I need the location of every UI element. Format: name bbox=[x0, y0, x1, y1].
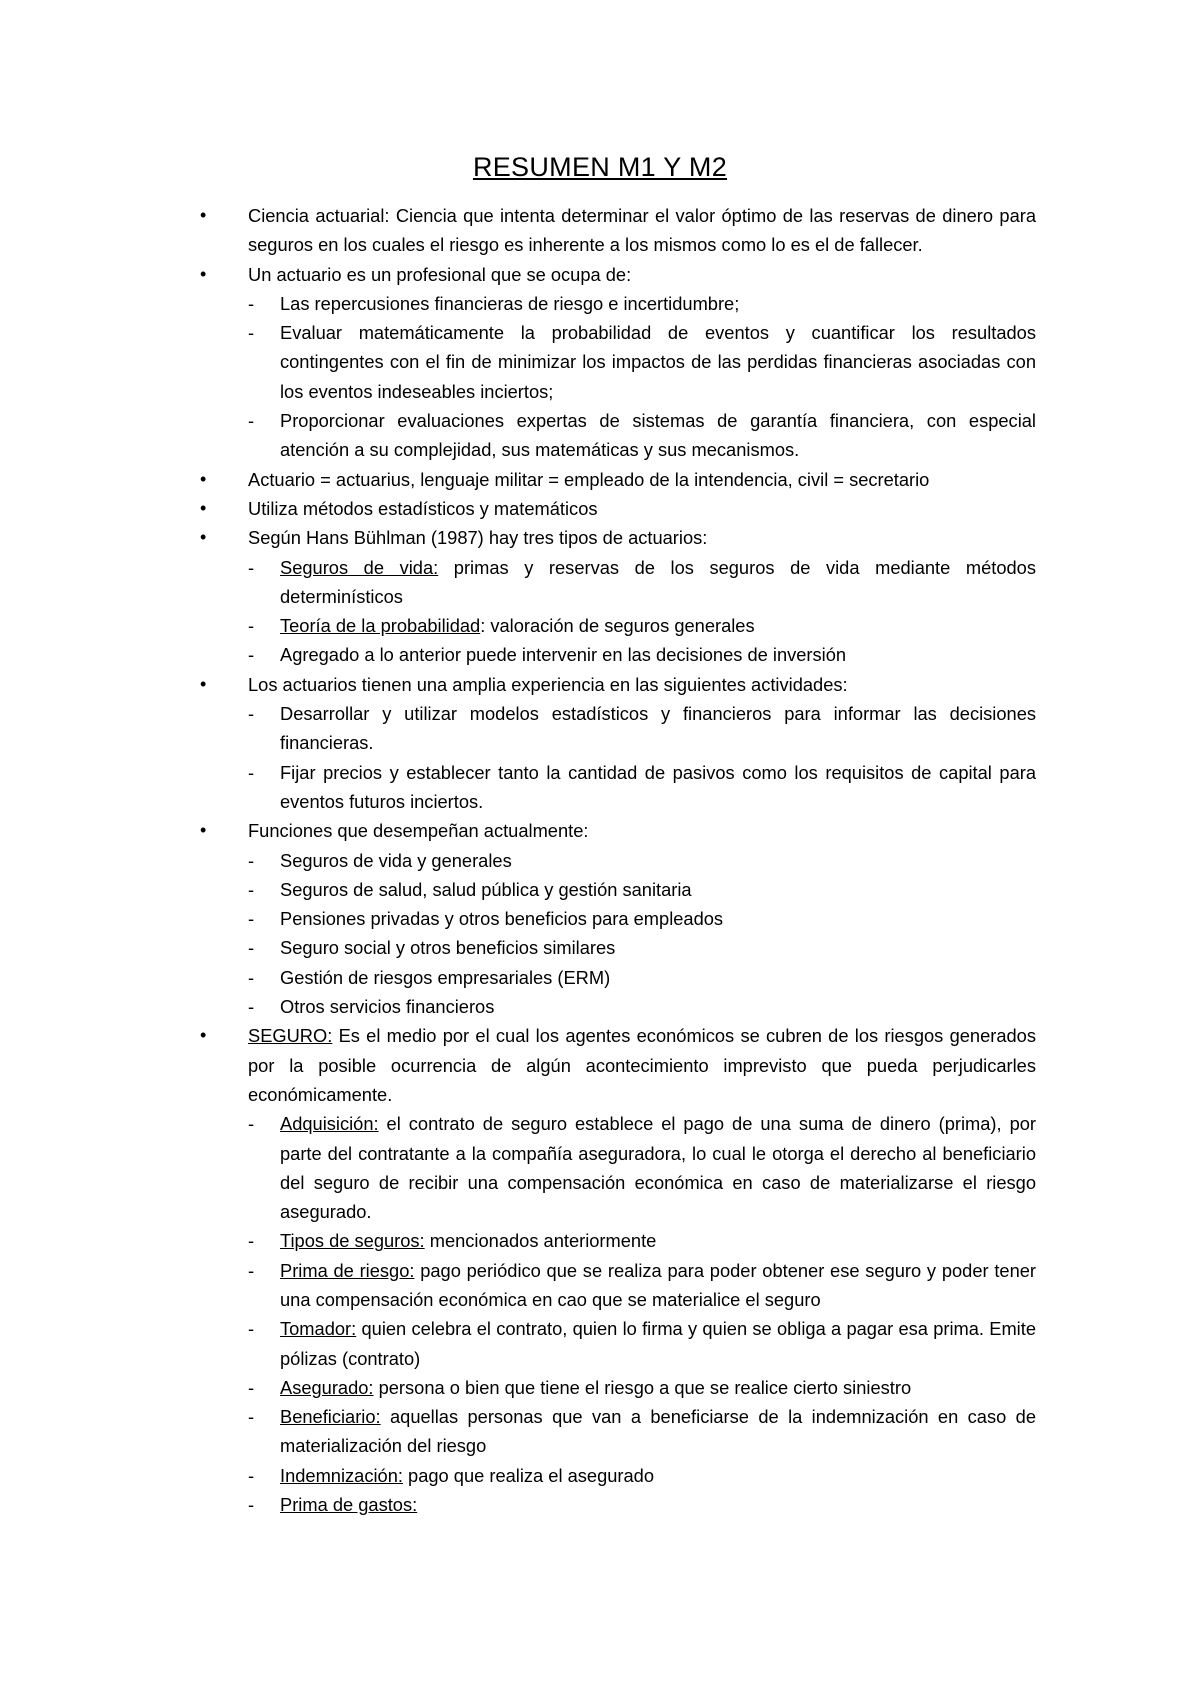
item-text: Seguro social y otros beneficios similares bbox=[280, 937, 616, 959]
item-text: mencionados anteriormente bbox=[424, 1230, 657, 1252]
item-text: Desarrollar y utilizar modelos estadísticos y financieros para informar las decisiones financieras. bbox=[280, 703, 1036, 754]
item-text: pago que realiza el asegurado bbox=[402, 1464, 655, 1486]
bullet-item bbox=[218, 494, 1036, 523]
term-label: Indemnización: bbox=[280, 1464, 403, 1486]
term-label: Adquisición: bbox=[280, 1113, 379, 1135]
dash-subitem bbox=[218, 963, 1036, 992]
bullet-item bbox=[218, 1021, 1036, 1109]
item-text: persona o bien que tiene el riesgo a que se realice cierto siniestro bbox=[373, 1376, 912, 1398]
item-text: Los actuarios tienen una amplia experiencia en las siguientes actividades: bbox=[248, 673, 848, 695]
dash-subitem bbox=[218, 611, 1036, 640]
term-label: Teoría de la probabilidad bbox=[280, 615, 481, 637]
bullet-item bbox=[218, 670, 1036, 699]
item-text: Agregado a lo anterior puede intervenir en las decisiones de inversión bbox=[280, 644, 847, 666]
term-label: Prima de gastos: bbox=[280, 1494, 418, 1516]
dash-subitem bbox=[218, 553, 1036, 612]
dash-subitem bbox=[218, 758, 1036, 817]
term-label: Tipos de seguros: bbox=[280, 1230, 425, 1252]
item-text: Fijar precios y establecer tanto la cantidad de pasivos como los requisitos de capital para eventos futuros inciertos. bbox=[280, 761, 1036, 812]
bullet-item bbox=[218, 201, 1036, 260]
item-text: pago periódico que se realiza para poder obtener ese seguro y poder tener una compensación económica en cao que se materialice el seguro bbox=[280, 1259, 1036, 1310]
bullet-item bbox=[218, 465, 1036, 494]
item-text: Funciones que desempeñan actualmente: bbox=[248, 820, 589, 842]
bullet-item bbox=[218, 523, 1036, 552]
item-text: Seguros de salud, salud pública y gestión sanitaria bbox=[280, 878, 692, 900]
dash-subitem bbox=[218, 406, 1036, 465]
item-text: Pensiones privadas y otros beneficios para empleados bbox=[280, 908, 724, 930]
item-text: primas y reservas de los seguros de vida mediante métodos determinísticos bbox=[280, 556, 1036, 607]
item-text: el contrato de seguro establece el pago de una suma de dinero (prima), por parte del contratante a la compañía aseguradora, lo cual le otorga el derecho al beneficiario del seguro de recibir una compensación económica en caso de materializarse el riesgo asegurado. bbox=[280, 1113, 1036, 1223]
item-text: Evaluar matemáticamente la probabilidad de eventos y cuantificar los resultados contingentes con el fin de minimizar los impactos de las perdidas financieras asociadas con los eventos indeseables inciertos; bbox=[280, 322, 1036, 402]
dash-subitem bbox=[218, 1109, 1036, 1226]
term-label: Tomador: bbox=[280, 1318, 357, 1340]
item-text: aquellas personas que van a beneficiarse de la indemnización en caso de materialización del riesgo bbox=[280, 1406, 1036, 1457]
term-label: Beneficiario: bbox=[280, 1406, 381, 1428]
term-label: Asegurado: bbox=[280, 1376, 374, 1398]
item-text: Actuario = actuarius, lenguaje militar = empleado de la intendencia, civil = secretario bbox=[248, 468, 930, 490]
bullet-item bbox=[218, 816, 1036, 845]
dash-subitem bbox=[218, 1402, 1036, 1461]
term-label: Seguros de vida: bbox=[280, 556, 439, 578]
dash-subitem bbox=[218, 1256, 1036, 1315]
document-body bbox=[218, 201, 1036, 1519]
dash-subitem bbox=[218, 289, 1036, 318]
dash-subitem bbox=[218, 1461, 1036, 1490]
term-label: Prima de riesgo: bbox=[280, 1259, 415, 1281]
dash-subitem bbox=[218, 1314, 1036, 1373]
dash-subitem bbox=[218, 904, 1036, 933]
dash-subitem bbox=[218, 1373, 1036, 1402]
document-title: RESUMEN M1 Y M2 bbox=[472, 152, 728, 182]
bullet-item bbox=[218, 260, 1036, 289]
item-text: Utiliza métodos estadísticos y matemáticos bbox=[248, 497, 598, 519]
dash-subitem bbox=[218, 846, 1036, 875]
item-text: Las repercusiones financieras de riesgo e incertidumbre; bbox=[280, 292, 740, 314]
item-text: Proporcionar evaluaciones expertas de sistemas de garantía financiera, con especial atención a su complejidad, sus matemáticas y sus mecanismos. bbox=[280, 410, 1036, 461]
dash-subitem bbox=[218, 699, 1036, 758]
item-text: Ciencia actuarial: Ciencia que intenta determinar el valor óptimo de las reservas de dinero para seguros en los cuales el riesgo es inherente a los mismos como lo es el de fallecer. bbox=[248, 205, 1036, 256]
item-text: Gestión de riesgos empresariales (ERM) bbox=[280, 966, 611, 988]
dash-subitem bbox=[218, 875, 1036, 904]
item-text: quien celebra el contrato, quien lo firma y quien se obliga a pagar esa prima. Emite pólizas (contrato) bbox=[280, 1318, 1036, 1369]
term-label: SEGURO: bbox=[248, 1025, 333, 1047]
dash-subitem bbox=[218, 318, 1036, 406]
dash-subitem bbox=[218, 1490, 1036, 1519]
dash-subitem bbox=[218, 992, 1036, 1021]
dash-subitem bbox=[218, 933, 1036, 962]
item-text: Seguros de vida y generales bbox=[280, 849, 512, 871]
dash-subitem bbox=[218, 1226, 1036, 1255]
item-text: Un actuario es un profesional que se ocupa de: bbox=[248, 263, 632, 285]
item-text: Otros servicios financieros bbox=[280, 996, 495, 1018]
item-text: Es el medio por el cual los agentes económicos se cubren de los riesgos generados por la posible ocurrencia de algún acontecimiento imprevisto que pueda perjudicarles económicamente. bbox=[248, 1025, 1036, 1105]
item-text: Según Hans Bühlman (1987) hay tres tipos de actuarios: bbox=[248, 527, 708, 549]
dash-subitem bbox=[218, 640, 1036, 669]
item-text: : valoración de seguros generales bbox=[480, 615, 755, 637]
